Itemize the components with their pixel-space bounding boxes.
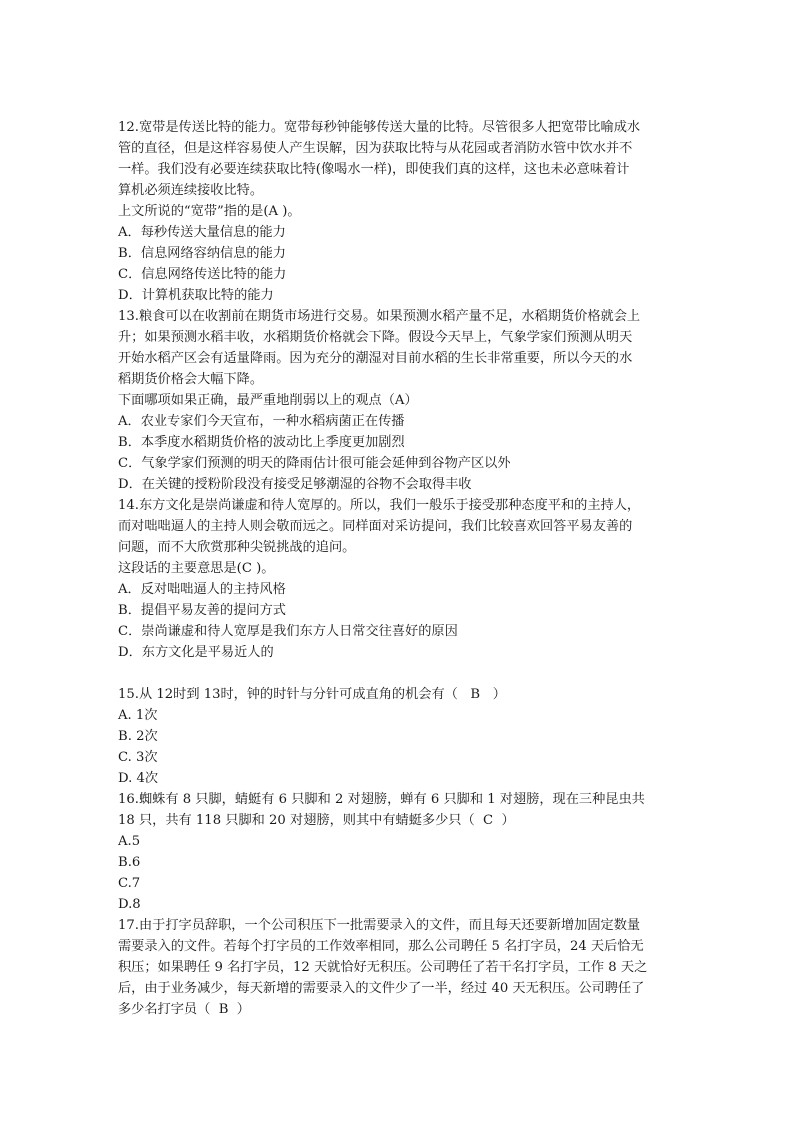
question-text: 后，由于业务减少，每天新增的需要录入的文件少了一半，经过 40 天无积压。公司聘任了 [118, 981, 645, 996]
question-text: 15.从 12时到 13时，钟的时针与分针可成直角的机会有（ B ） [118, 687, 506, 702]
answer-option: A．农业专家们今天宣布，一种水稻病菌正在传播 [118, 414, 405, 429]
blank-line [118, 663, 678, 684]
document-page [118, 117, 678, 1020]
answer-option: B．提倡平易友善的提问方式 [118, 603, 286, 618]
question-14 [118, 495, 678, 663]
answer-option: C．崇尚谦虚和待人宽厚是我们东方人日常交往喜好的原因 [118, 624, 458, 639]
answer-option: C. 3次 [118, 750, 158, 765]
answer-option: B.6 [118, 855, 141, 870]
question-text: 16.蜘蛛有 8 只脚，蜻蜓有 6 只脚和 2 对翅膀，蝉有 6 只脚和 1 对翅膀，现在三种昆虫共 [118, 792, 645, 807]
question-prompt: 下面哪项如果正确，最严重地削弱以上的观点（A） [118, 393, 418, 408]
question-text: 13.粮食可以在收割前在期货市场进行交易。如果预测水稻产量不足，水稻期货价格就会上 [118, 309, 641, 324]
question-text: 积压；如果聘任 9 名打字员，12 天就恰好无积压。公司聘任了若干名打字员，工作 8 天之 [118, 960, 648, 975]
question-text: 算机必须连续接收比特。 [118, 183, 264, 198]
question-17 [118, 915, 678, 1020]
answer-option: A．反对咄咄逼人的主持风格 [118, 582, 286, 597]
question-prompt: 上文所说的“宽带”指的是(A )。 [118, 204, 301, 219]
answer-option: C．气象学家们预测的明天的降雨估计很可能会延伸到谷物产区以外 [118, 456, 511, 471]
answer-option: D. 4次 [118, 771, 159, 786]
question-text: 一样。我们没有必要连续获取比特(像喝水一样)，即使我们真的这样，这也未必意味着计 [118, 162, 630, 177]
answer-option: D.8 [118, 897, 141, 912]
answer-option: D．东方文化是平易近人的 [118, 645, 274, 660]
answer-option: C.7 [118, 876, 141, 891]
question-text: 开始水稻产区会有适量降雨。因为充分的潮湿对目前水稻的生长非常重要，所以今天的水 [118, 351, 633, 366]
question-prompt: 这段话的主要意思是(C )。 [118, 561, 275, 576]
question-text: 14.东方文化是崇尚谦虚和待人宽厚的。所以，我们一般乐于接受那种态度平和的主持人， [118, 498, 641, 513]
answer-option: D．在关键的授粉阶段没有接受足够潮湿的谷物不会取得丰收 [118, 477, 472, 492]
question-text: 而对咄咄逼人的主持人则会敬而远之。同样面对采访提问，我们比较喜欢回答平易友善的 [118, 519, 633, 534]
answer-option: D．计算机获取比特的能力 [118, 288, 274, 303]
question-12 [118, 117, 678, 306]
answer-option: B．信息网络容纳信息的能力 [118, 246, 286, 261]
question-15 [118, 684, 678, 789]
answer-option: B．本季度水稻期货价格的波动比上季度更加剧烈 [118, 435, 405, 450]
question-text: 升；如果预测水稻丰收，水稻期货价格就会下降。假设今天早上，气象学家们预测从明天 [118, 330, 633, 345]
question-text: 多少名打字员（ B ） [118, 1002, 250, 1017]
answer-option: A. 1次 [118, 708, 158, 723]
question-16 [118, 789, 678, 915]
question-text: 12.宽带是传送比特的能力。宽带每秒钟能够传送大量的比特。尽管很多人把宽带比喻成水 [118, 120, 641, 135]
answer-option: B. 2次 [118, 729, 158, 744]
answer-option: C．信息网络传送比特的能力 [118, 267, 287, 282]
answer-option: A．每秒传送大量信息的能力 [118, 225, 286, 240]
answer-option: A.5 [118, 834, 141, 849]
question-text: 18 只，共有 118 只脚和 20 对翅膀，则其中有蜻蜓多少只（ C ） [118, 813, 515, 828]
question-text: 管的直径，但是这样容易使人产生误解，因为获取比特与从花园或者消防水管中饮水并不 [118, 141, 633, 156]
question-text: 稻期货价格会大幅下降。 [118, 372, 264, 387]
question-text: 17.由于打字员辞职，一个公司积压下一批需要录入的文件，而且每天还要新增加固定数量 [118, 918, 641, 933]
question-text: 问题，而不大欣赏那种尖锐挑战的追问。 [118, 540, 356, 555]
question-text: 需要录入的文件。若每个打字员的工作效率相同，那么公司聘任 5 名打字员，24 天后恰无 [118, 939, 644, 954]
question-13 [118, 306, 678, 495]
